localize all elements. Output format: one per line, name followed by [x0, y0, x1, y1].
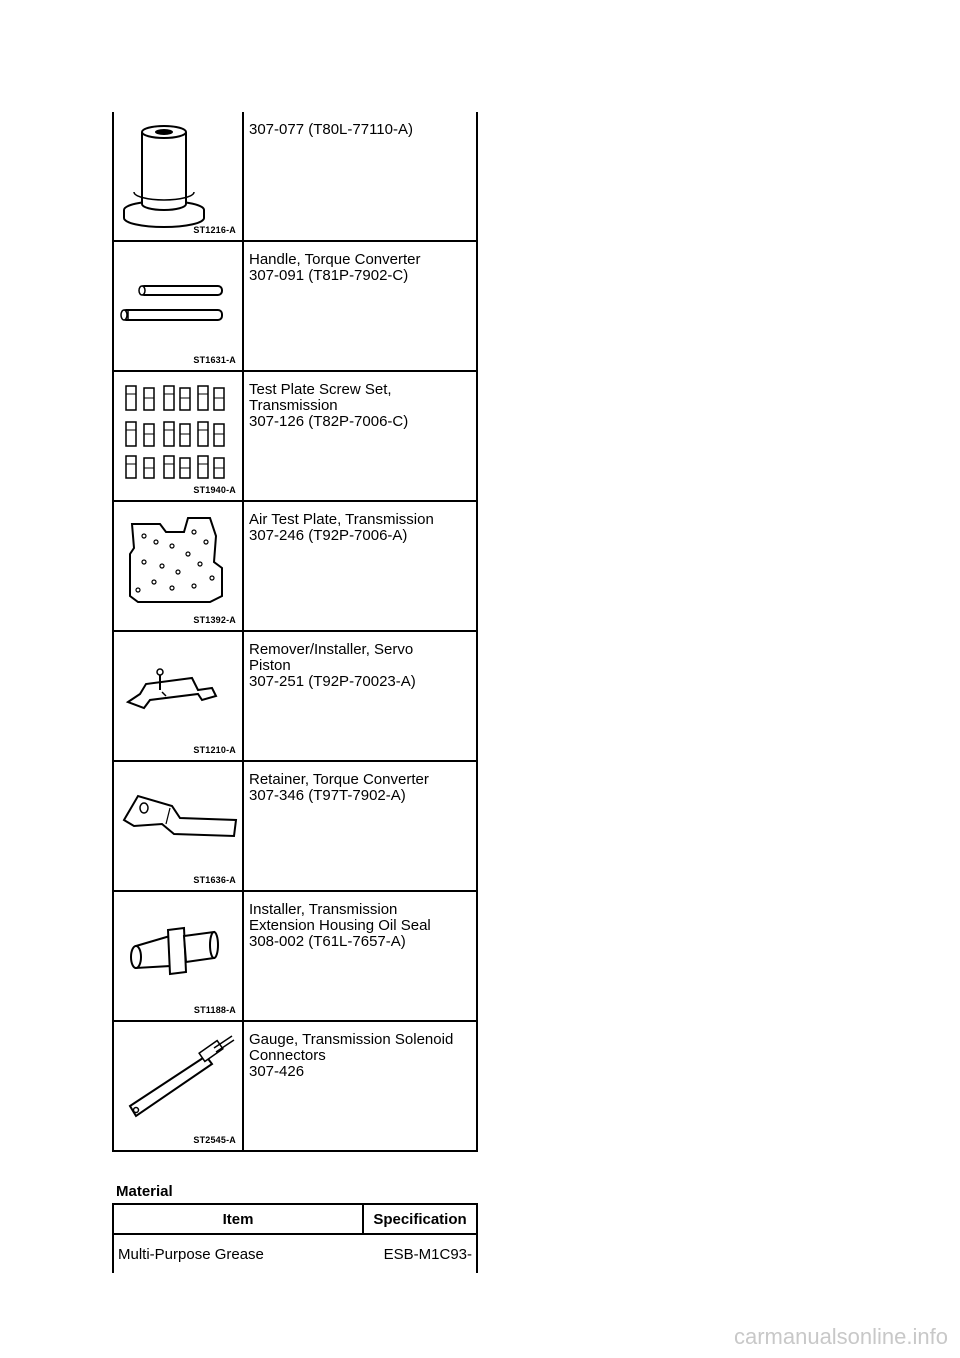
screw-set-icon — [114, 372, 242, 500]
tool-text-line: 308-002 (T61L-7657-A) — [249, 933, 406, 950]
tool-description — [243, 501, 477, 631]
material-item: Multi-Purpose Grease — [113, 1234, 363, 1273]
tool-row — [113, 891, 477, 1021]
tool-illustration — [113, 241, 243, 371]
tool-text-line: 307-251 (T92P-70023-A) — [249, 673, 416, 690]
figure-code: ST1210-A — [193, 745, 236, 755]
tool-description — [243, 241, 477, 371]
tool-text-line: Installer, Transmission — [249, 901, 398, 918]
tool-text-line: 307-346 (T97T-7902-A) — [249, 787, 406, 804]
tool-text-line: Gauge, Transmission Solenoid — [249, 1031, 454, 1048]
handle-rods-icon — [114, 242, 242, 370]
tool-illustration — [113, 1021, 243, 1151]
tool-text-line: Extension Housing Oil Seal — [249, 917, 431, 934]
material-header-row — [113, 1204, 477, 1234]
tool-text-line: Air Test Plate, Transmission — [249, 511, 434, 528]
tool-row — [113, 371, 477, 501]
tool-text-line: 307-426 — [249, 1063, 305, 1080]
tool-row — [113, 241, 477, 371]
watermark-text: carmanualsonline.info — [733, 1324, 948, 1349]
column-header-specification: Specification — [363, 1204, 477, 1234]
tool-row — [113, 501, 477, 631]
tool-text-line: Retainer, Torque Converter — [249, 771, 429, 788]
tool-text-line: 307-077 (T80L-77110-A) — [249, 121, 413, 138]
tool-text-line: 307-246 (T92P-7006-A) — [249, 527, 408, 544]
tool-illustration — [113, 112, 243, 241]
tool-text-line: 307-126 (T82P-7006-C) — [249, 413, 409, 430]
figure-code: ST1636-A — [193, 875, 236, 885]
tool-description — [243, 371, 477, 501]
retainer-strap-icon — [114, 762, 242, 890]
tool-illustration — [113, 891, 243, 1021]
material-row — [113, 1234, 477, 1273]
tool-row — [113, 761, 477, 891]
gauge-tool-icon — [114, 1022, 242, 1150]
column-header-item: Item — [113, 1204, 363, 1234]
tool-illustration — [113, 501, 243, 631]
figure-code: ST1392-A — [193, 615, 236, 625]
tool-text-line: Piston — [249, 657, 291, 674]
material-specification: ESB-M1C93- — [363, 1234, 477, 1273]
tool-row — [113, 1021, 477, 1151]
tool-description — [243, 631, 477, 761]
tool-text-line: Test Plate Screw Set, — [249, 381, 392, 398]
bracket-tool-icon — [114, 632, 242, 760]
tool-text-line: Connectors — [249, 1047, 326, 1064]
tool-description — [243, 891, 477, 1021]
figure-code: ST1631-A — [193, 355, 236, 365]
tool-row — [113, 112, 477, 241]
sleeve-installer-icon — [114, 112, 242, 240]
tool-text-line: 307-091 (T81P-7902-C) — [249, 267, 409, 284]
seal-installer-icon — [114, 892, 242, 1020]
tool-text-line: Transmission — [249, 397, 338, 414]
tool-illustration — [113, 371, 243, 501]
tool-description — [243, 112, 477, 241]
figure-code: ST1940-A — [193, 485, 236, 495]
tool-row — [113, 631, 477, 761]
special-tools-table — [112, 112, 478, 1152]
material-heading: Material — [116, 1183, 173, 1200]
tool-text-line: Remover/Installer, Servo — [249, 641, 414, 658]
tool-text-line: Handle, Torque Converter — [249, 251, 421, 268]
tool-illustration — [113, 631, 243, 761]
figure-code: ST1188-A — [193, 1005, 236, 1015]
tool-description — [243, 761, 477, 891]
material-table — [112, 1203, 478, 1273]
tool-illustration — [113, 761, 243, 891]
tool-description — [243, 1021, 477, 1151]
figure-code: ST2545-A — [193, 1135, 236, 1145]
test-plate-icon — [114, 502, 242, 630]
figure-code: ST1216-A — [193, 225, 236, 235]
